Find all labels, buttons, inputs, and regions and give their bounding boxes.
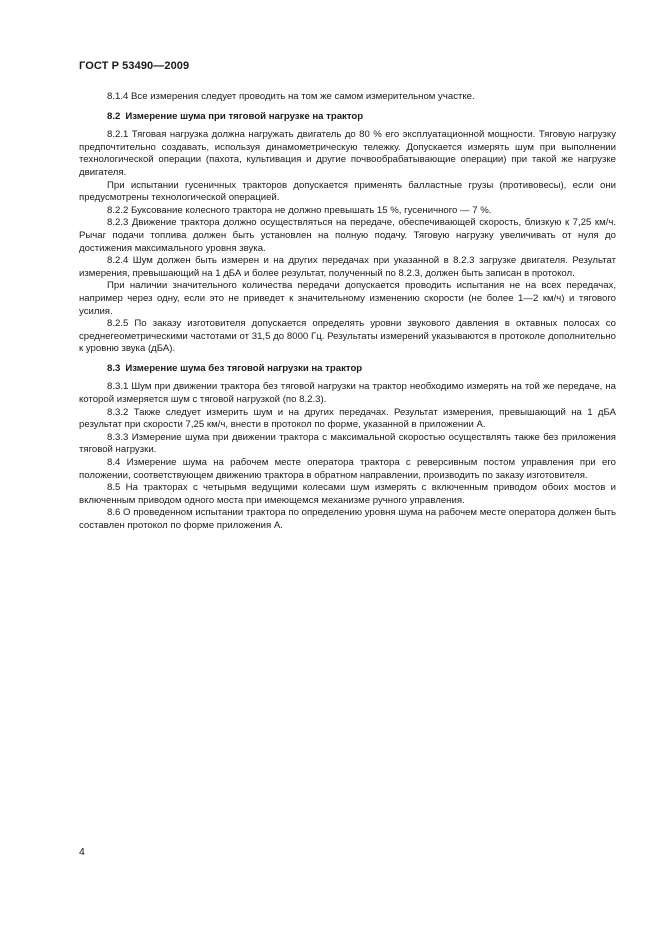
page-number: 4 [79,846,85,858]
document-body [79,91,616,533]
paragraph-8-2-4-note: При наличии значительного количества передачи допускается проводить испытания не на всех передачах, например через одну, если это не приведет к значительному изменению скорости (не более 1—2 км/ч) и тягового усилия. [79,280,616,317]
paragraph-8-2-1-note: При испытании гусеничных тракторов допускается применять балластные грузы (противовесы), если они предусмотрены технологической операцией. [79,179,616,204]
paragraph-8-2-5: 8.2.5 По заказу изготовителя допускается определять уровни звукового давления в октавных полосах со среднегеометрическими частотами от 31,5 до 8000 Гц. Результаты измерений указываются в протоколе дополнительно к уровню звука (дБА). [79,318,616,355]
paragraph-8-1-4: 8.1.4 Все измерения следует проводить на том же самом измерительном участке. [107,91,475,102]
paragraph-8-4: 8.4 Измерение шума на рабочем месте оператора трактора с реверсивным постом управления при его положении, соответствующем движению трактора в обратном направлении, производить по заказу изготовителя. [79,457,616,481]
paragraph-8-3-2: 8.3.2 Также следует измерить шум и на других передачах. Результат измерения, превышающий на 1 дБА результат при скорости 7,25 км/ч, внести в протокол по форме, указанной в приложении А. [79,406,616,431]
section-heading-8-3 [79,363,616,376]
section-heading-8-2 [79,111,616,124]
paragraph-8-6: 8.6 О проведенном испытании трактора по определению уровня шума на рабочем месте оператора должен быть составлен протокол по форме приложения А. [79,507,616,531]
document-header: ГОСТ Р 53490—2009 [79,60,190,72]
section-title: Измерение шума без тяговой нагрузки на трактор [125,362,363,374]
paragraph-8-3-1: 8.3.1 Шум при движении трактора без тяговой нагрузки на трактор необходимо измерять на той же передаче, на которой измеряется шум с тяговой нагрузкой (по 8.2.3). [79,381,616,406]
paragraph-8-5: 8.5 На тракторах с четырьмя ведущими колесами шум измерять с включенным приводом обоих мостов и включенным приводом одного моста при имеющемся механизме ручного управления. [79,482,616,506]
paragraph-8-2-1: 8.2.1 Тяговая нагрузка должна нагружать двигатель до 80 % его эксплуатационной мощности. Тяговую нагрузку предпочтительно создавать, используя динамометрическую тележку. Допускается измерять шум при выполнении технологической операции (пахота, культивация и другие почвообрабатывающие операции) при такой же нагрузке двигателя. [79,129,616,178]
paragraph-8-2-3: 8.2.3 Движение трактора должно осуществляться на передаче, обеспечивающей скорость, близкую к 7,25 км/ч. Рычаг подачи топлива должен быть установлен на полную подачу. Тяговую нагрузку увеличивать от нуля до достижения максимального уровня звука. [79,217,616,254]
paragraph-8-3-3: 8.3.3 Измерение шума при движении трактора с максимальной скоростью осуществлять также без приложения тяговой нагрузки. [79,431,616,456]
section-number: 8.2 [107,110,121,122]
paragraph-8-2-2: 8.2.2 Буксование колесного трактора не должно превышать 15 %, гусеничного — 7 %. [107,204,492,216]
section-number: 8.3 [107,362,121,374]
section-title: Измерение шума при тяговой нагрузке на трактор [125,110,364,122]
paragraph-8-2-4: 8.2.4 Шум должен быть измерен и на других передачах при указанной в 8.2.3 загрузке двигателя. Результат измерения, превышающий на 1 дБА и более результат, полученный по 8.2.3, должен быть записан в протокол. [79,255,616,279]
